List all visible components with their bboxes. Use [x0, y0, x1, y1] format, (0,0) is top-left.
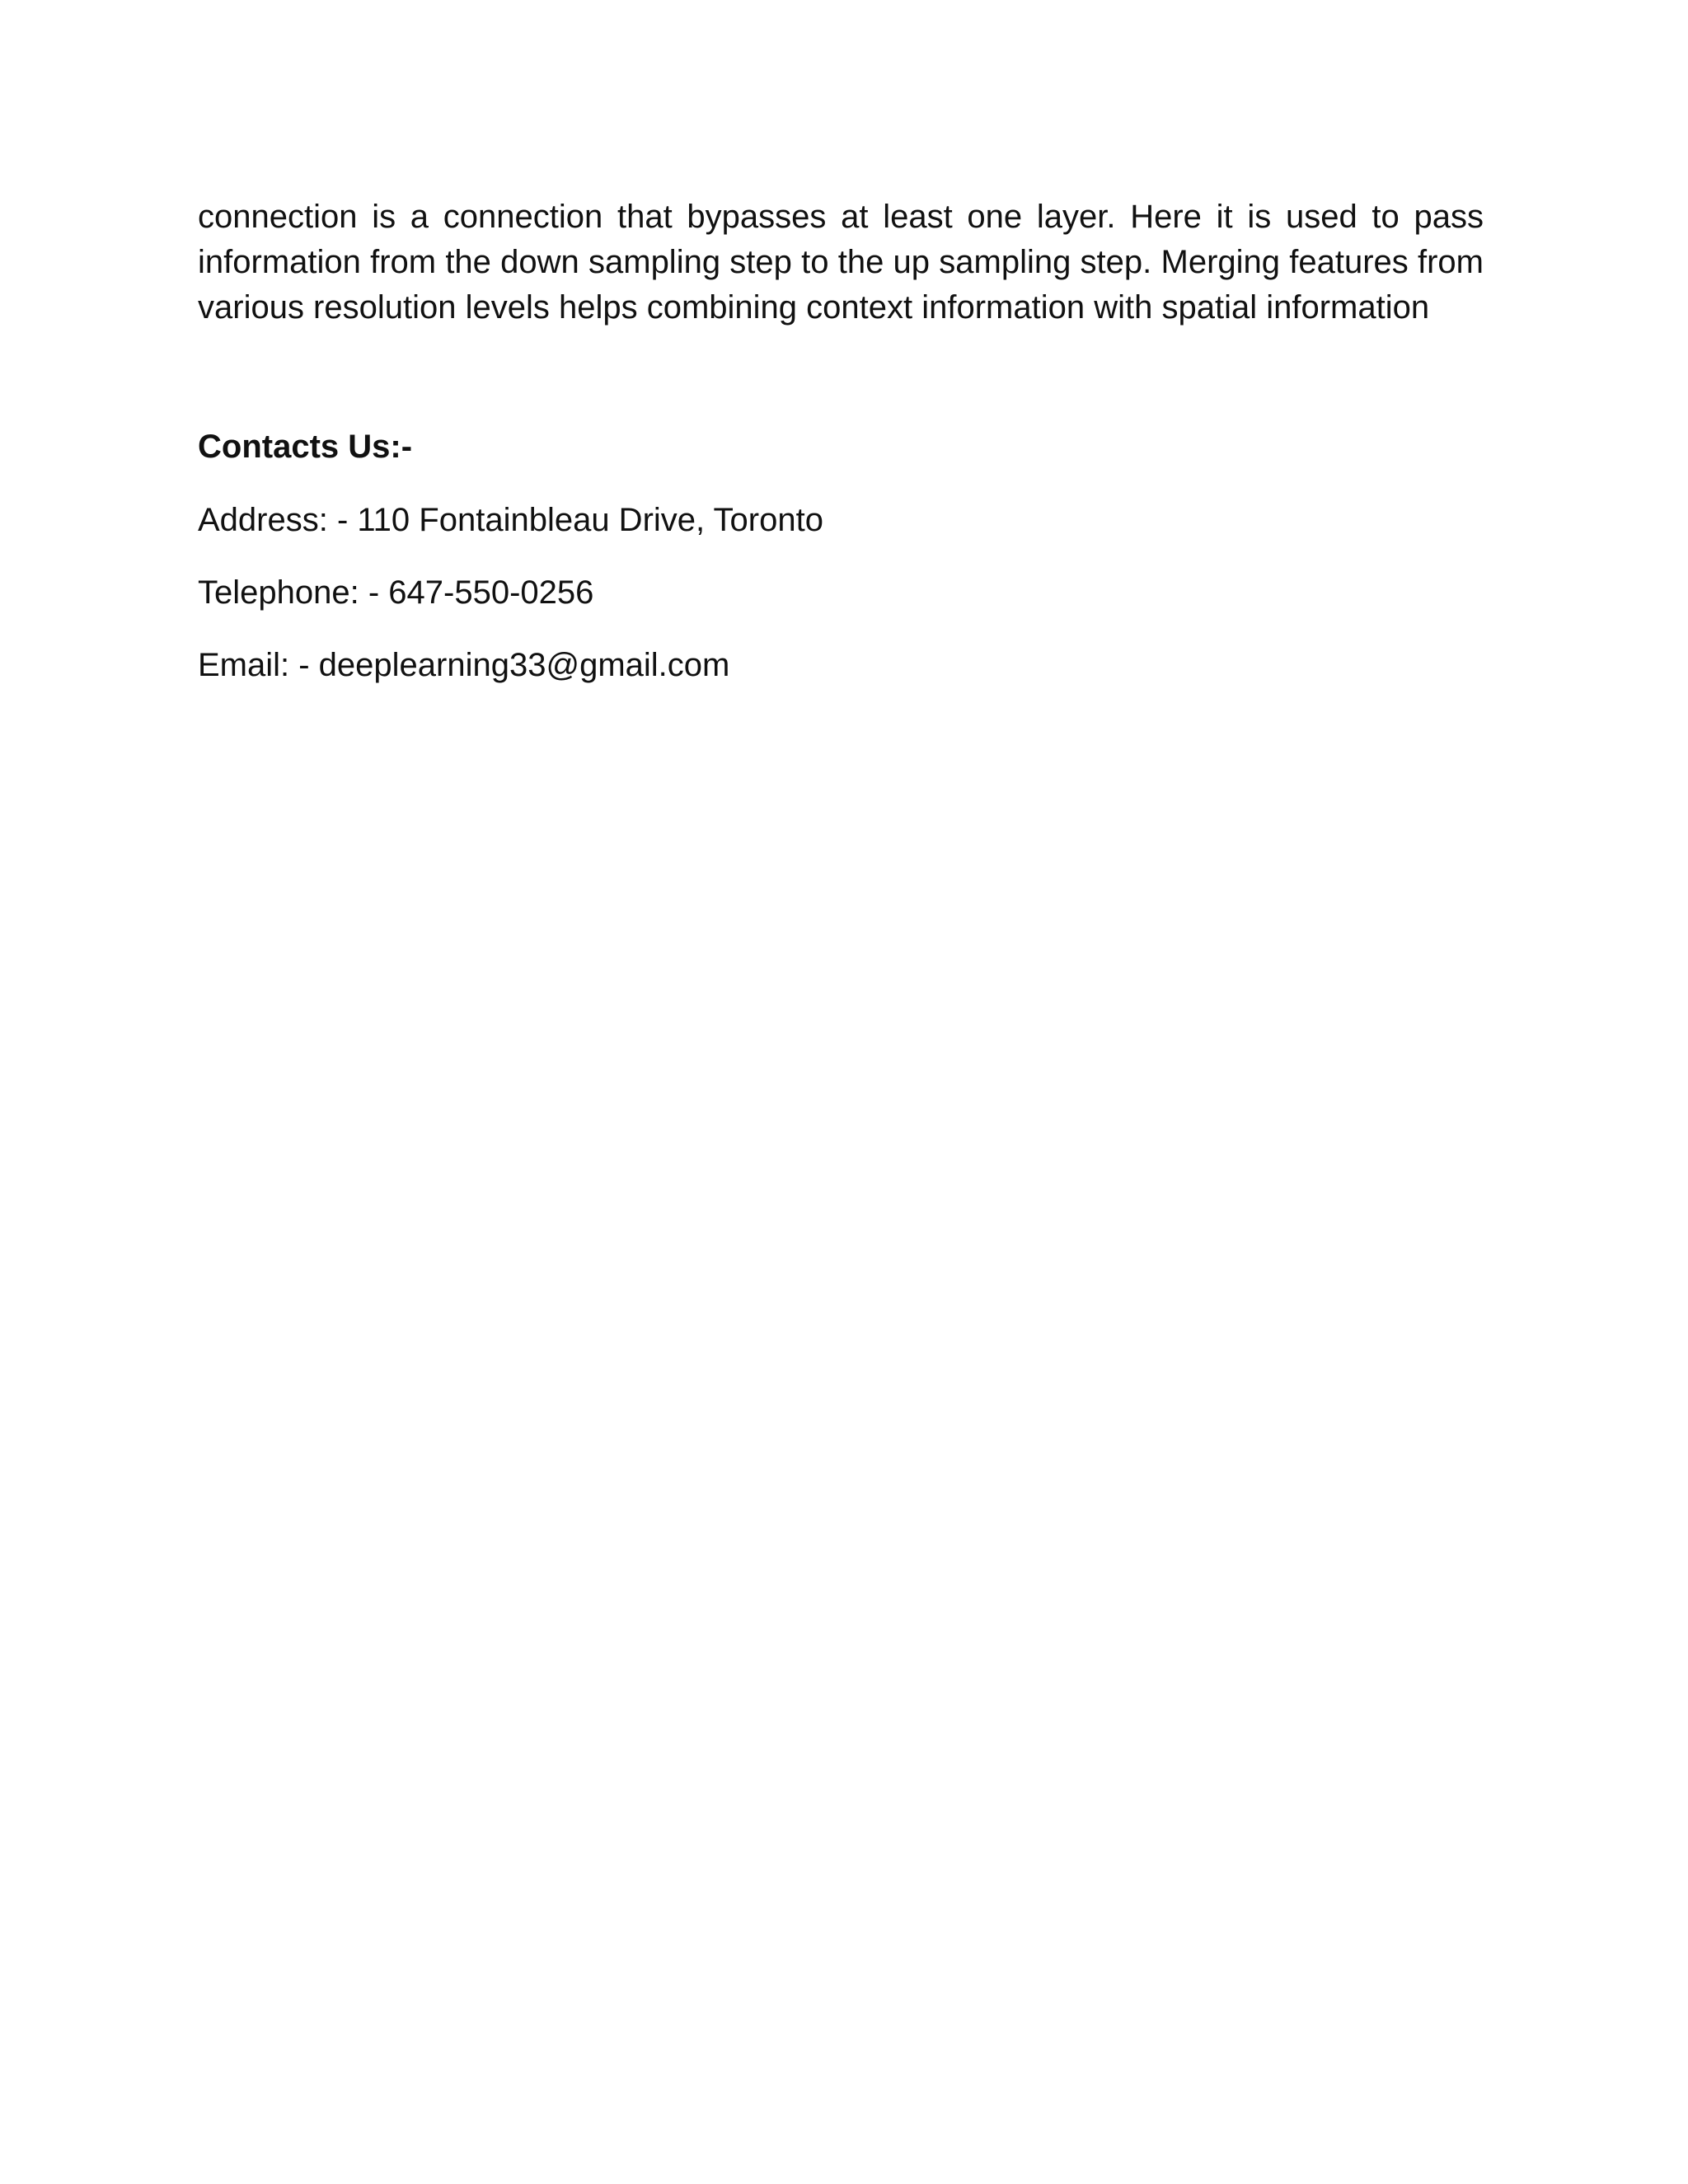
contact-address: Address: - 110 Fontainbleau Drive, Toronto — [198, 502, 823, 538]
contact-telephone: Telephone: - 647-550-0256 — [198, 574, 594, 611]
skip-connection-paragraph: connection is a connection that bypasses at least one layer. Here it is used to pass information from the down sampling step to the up sampling step. Merging features from various resolution levels helps combining context information with spatial information — [198, 199, 1484, 326]
contact-email: Email: - deeplearning33@gmail.com — [198, 647, 730, 683]
contact-heading: Contacts Us:- — [198, 429, 413, 465]
page-content — [198, 194, 1484, 684]
contact-section — [198, 428, 1484, 684]
